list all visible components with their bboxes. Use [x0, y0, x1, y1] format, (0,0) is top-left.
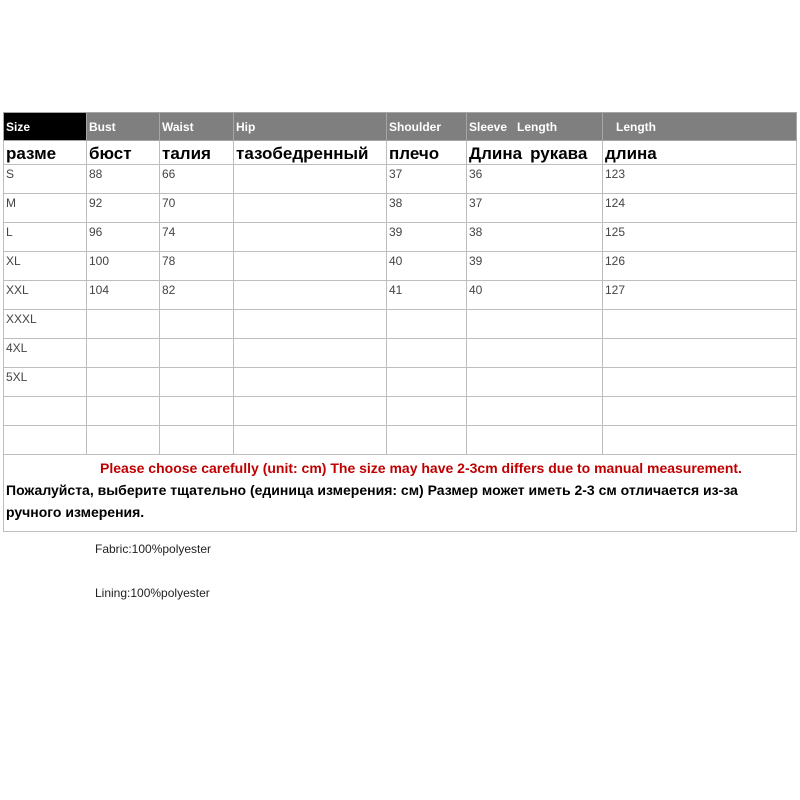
cell-hip: [234, 252, 387, 281]
cell-length: [603, 426, 797, 455]
cell-waist: 66: [160, 165, 234, 194]
header-size: Size: [4, 113, 87, 141]
note-cell: [4, 455, 797, 532]
header-row-en: [4, 113, 797, 141]
cell-length: [603, 368, 797, 397]
cell-shoulder: [387, 339, 467, 368]
cell-sleeve-length: 37: [467, 194, 603, 223]
table-row: [4, 397, 797, 426]
cell-length: [603, 397, 797, 426]
table-row: [4, 368, 797, 397]
cell-size: XXXL: [4, 310, 87, 339]
measurement-note-en: Please choose carefully (unit: cm) The size may have 2-3cm differs due to manual measurement.: [100, 460, 742, 476]
cell-size: [4, 397, 87, 426]
cell-sleeve-length: [467, 397, 603, 426]
cell-sleeve-length: 40: [467, 281, 603, 310]
cell-bust: 88: [87, 165, 160, 194]
cell-shoulder: 38: [387, 194, 467, 223]
cell-bust: [87, 339, 160, 368]
cell-bust: 104: [87, 281, 160, 310]
cell-bust: 100: [87, 252, 160, 281]
table-row: [4, 194, 797, 223]
cell-bust: 96: [87, 223, 160, 252]
cell-waist: [160, 426, 234, 455]
cell-shoulder: [387, 368, 467, 397]
cell-bust: [87, 368, 160, 397]
table-row: [4, 426, 797, 455]
cell-bust: [87, 426, 160, 455]
cell-length: 127: [603, 281, 797, 310]
header-ru-hip: тазобедренный: [234, 141, 387, 165]
note-row: [4, 455, 797, 532]
cell-waist: [160, 339, 234, 368]
header-ru-waist: талия: [160, 141, 234, 165]
cell-bust: [87, 310, 160, 339]
cell-size: 5XL: [4, 368, 87, 397]
cell-shoulder: 37: [387, 165, 467, 194]
table-row: [4, 310, 797, 339]
cell-shoulder: 40: [387, 252, 467, 281]
cell-hip: [234, 310, 387, 339]
cell-waist: [160, 310, 234, 339]
cell-sleeve-length: 36: [467, 165, 603, 194]
cell-waist: 70: [160, 194, 234, 223]
cell-size: S: [4, 165, 87, 194]
cell-hip: [234, 426, 387, 455]
cell-hip: [234, 165, 387, 194]
header-sleeve-length: [467, 113, 603, 141]
cell-hip: [234, 339, 387, 368]
cell-sleeve-length: [467, 426, 603, 455]
cell-length: [603, 339, 797, 368]
header-waist: Waist: [160, 113, 234, 141]
lining-composition: Lining:100%polyester: [95, 586, 210, 600]
cell-length: 126: [603, 252, 797, 281]
cell-hip: [234, 281, 387, 310]
cell-size: 4XL: [4, 339, 87, 368]
header-hip: Hip: [234, 113, 387, 141]
cell-shoulder: [387, 310, 467, 339]
cell-bust: [87, 397, 160, 426]
cell-hip: [234, 194, 387, 223]
size-chart-table: [3, 112, 797, 532]
header-ru-size: разме: [4, 141, 87, 165]
cell-hip: [234, 368, 387, 397]
header-sleeve-length-word: Length: [517, 119, 558, 134]
cell-waist: 82: [160, 281, 234, 310]
cell-sleeve-length: [467, 368, 603, 397]
table-row: [4, 339, 797, 368]
cell-sleeve-length: [467, 310, 603, 339]
cell-hip: [234, 223, 387, 252]
fabric-composition: Fabric:100%polyester: [95, 542, 212, 556]
header-bust: Bust: [87, 113, 160, 141]
cell-length: 124: [603, 194, 797, 223]
header-sleeve-word: Sleeve: [469, 119, 508, 134]
cell-length: [603, 310, 797, 339]
cell-sleeve-length: [467, 339, 603, 368]
table-row: [4, 165, 797, 194]
table-row: [4, 223, 797, 252]
table-row: [4, 281, 797, 310]
cell-size: XXL: [4, 281, 87, 310]
cell-length: 123: [603, 165, 797, 194]
cell-bust: 92: [87, 194, 160, 223]
cell-size: XL: [4, 252, 87, 281]
cell-shoulder: 39: [387, 223, 467, 252]
cell-size: L: [4, 223, 87, 252]
cell-shoulder: [387, 426, 467, 455]
cell-waist: 78: [160, 252, 234, 281]
cell-shoulder: 41: [387, 281, 467, 310]
cell-sleeve-length: 39: [467, 252, 603, 281]
header-ru-bust: бюст: [87, 141, 160, 165]
header-shoulder: Shoulder: [387, 113, 467, 141]
header-ru-sleeve-word1: Длина: [469, 144, 523, 163]
header-ru-sleeve-length: [467, 141, 603, 165]
table-row: [4, 252, 797, 281]
cell-hip: [234, 397, 387, 426]
header-ru-length: длина: [603, 141, 797, 165]
cell-length: 125: [603, 223, 797, 252]
cell-waist: [160, 368, 234, 397]
cell-sleeve-length: 38: [467, 223, 603, 252]
measurement-note-ru: Пожалуйста, выберите тщательно (единица измерения: см) Размер может иметь 2-3 см отличается из-за ручного измерения.: [6, 482, 738, 520]
cell-size: M: [4, 194, 87, 223]
cell-size: [4, 426, 87, 455]
cell-waist: [160, 397, 234, 426]
header-length: Length: [603, 113, 797, 141]
header-ru-shoulder: плечо: [387, 141, 467, 165]
header-ru-sleeve-word2: рукава: [530, 144, 588, 163]
cell-waist: 74: [160, 223, 234, 252]
cell-shoulder: [387, 397, 467, 426]
header-row-ru: [4, 141, 797, 165]
